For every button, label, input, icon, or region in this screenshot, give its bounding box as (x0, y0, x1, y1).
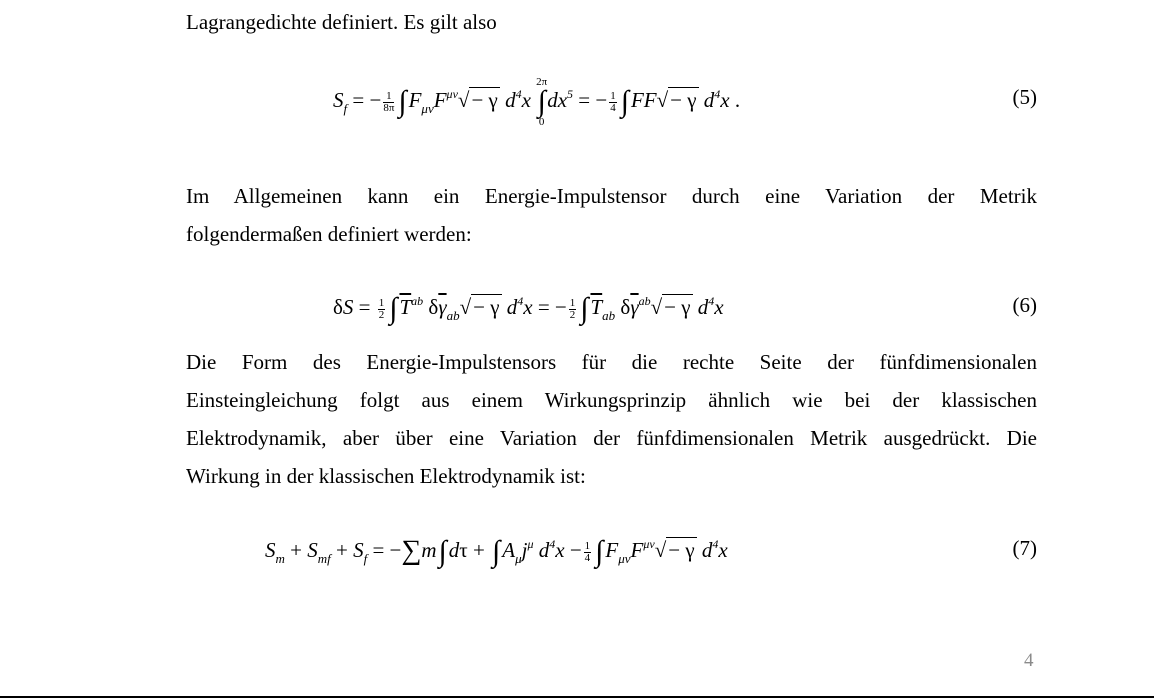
equation-number-7: (7) (1012, 536, 1037, 560)
page-number: 4 (1024, 650, 1034, 671)
equation-7: $S_m + S_{mf} + S_f = -\sum m\int d\tau + \int A_\mu j^\mu$ $d^4x$ − $\frac{1}{4}$ $\int F_{\mu\nu}F^{\mu\nu}√- \gamma$ $d^4x$ (265, 535, 728, 568)
text-line: folgendermaßen definiert werden: (186, 222, 472, 246)
text-line: Einsteingleichung folgt aus einem Wirkungsprinzip ähnlich wie bei der klassischen (186, 388, 1037, 412)
paragraph-intro (186, 3, 1037, 41)
text-line: Wirkung in der klassischen Elektrodynamik ist: (186, 464, 586, 488)
text-line: Lagrangedichte definiert. Es gilt also (186, 10, 497, 34)
equation-number-5: (5) (1012, 85, 1037, 109)
paragraph-form (186, 343, 1037, 495)
paragraph-energy-tensor (186, 177, 1037, 253)
text-line: Elektrodynamik, aber über eine Variation der fünfdimensionalen Metrik ausgedrückt. Die (186, 426, 1037, 450)
equation-6: δS = $\frac{1}{2}$ $\int\overline{T}^{ab}$ $\delta\overline{\gamma}_{ab}√- \gamma$ $d^4x$ = − $\frac{1}{2}$ $\int\overline{T}_{ab}$ $\delta\overline{\gamma}^{ab}√- \gamma$ $d^4x$ (333, 292, 724, 325)
equation-5: $S_f$ = − $\frac{1}{8\pi}$ $\int F_{\mu\nu}F^{\mu\nu}√- \gamma$ $d^4x$ 2π ∫ 0 $dx^5$ = − $\frac{1}{4}$ ∫FF√− γ $d^4x$ . (333, 76, 741, 129)
text-line: Die Form des Energie-Impulstensors für die rechte Seite der fünfdimensionalen (186, 350, 1037, 374)
text-line: Im Allgemeinen kann ein Energie-Impulstensor durch eine Variation der Metrik (186, 184, 1037, 208)
bottom-divider (0, 696, 1154, 698)
equation-number-6: (6) (1012, 293, 1037, 317)
